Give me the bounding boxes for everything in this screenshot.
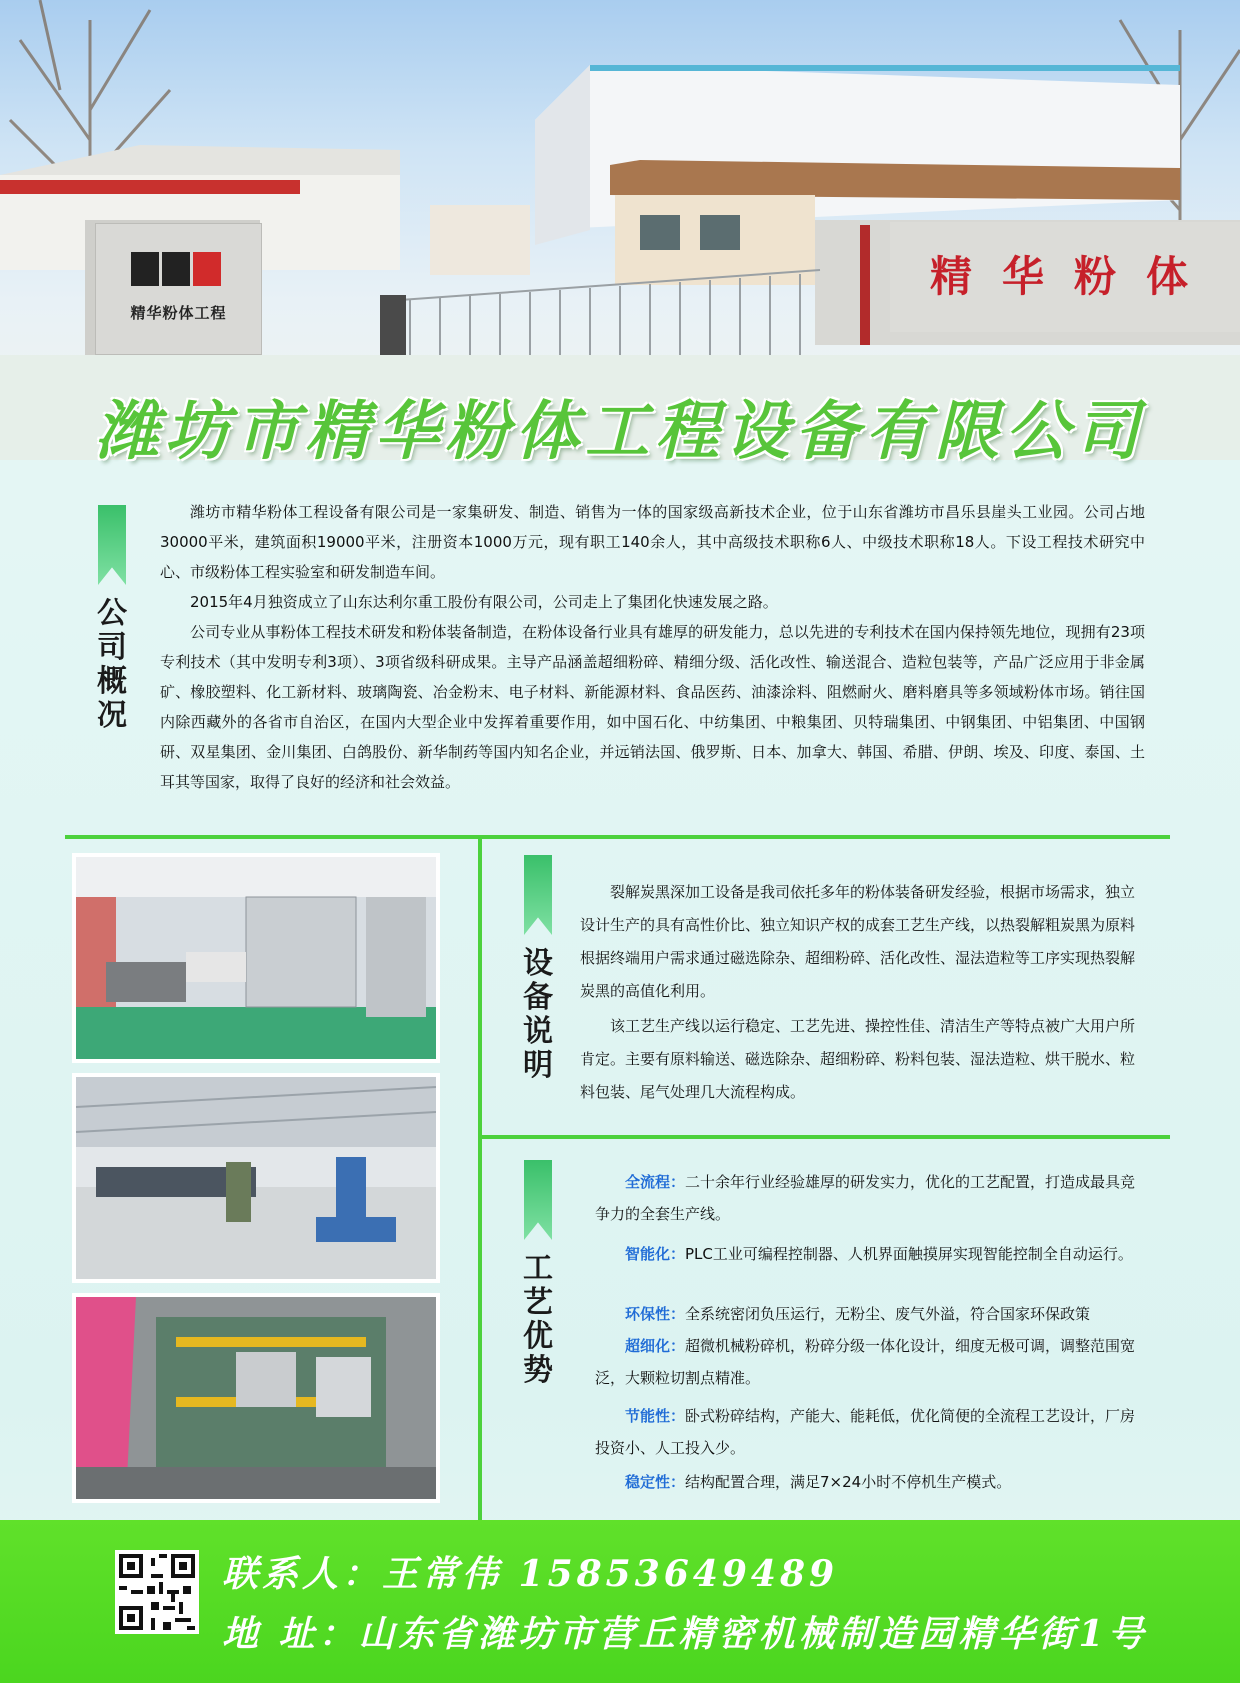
divider-top (65, 835, 1170, 839)
advantage-item (595, 1298, 1140, 1330)
advantage-text: 全系统密闭负压运行，无粉尘、废气外溢，符合国家环保政策 (685, 1305, 1091, 1323)
advantage-text: 超微机械粉碎机，粉碎分级一体化设计，细度无极可调，调整范围宽泛，大颗粒切割点精准。 (595, 1337, 1136, 1387)
company-title: 潍坊市精华粉体工程设备有限公司 (95, 394, 1145, 469)
workshop-photo-1 (72, 853, 440, 1063)
divider-middle (478, 1135, 1170, 1139)
ribbon-icon (98, 505, 126, 585)
advantage-item (595, 1166, 1140, 1230)
advantages-tag (518, 1160, 562, 1388)
ribbon-icon (524, 855, 552, 935)
advantage-item (595, 1330, 1140, 1394)
advantages-label: 工艺优势 (523, 1251, 553, 1388)
contact-person: 联系人：王常伟 15853649489 (222, 1553, 839, 1595)
equipment-tag (518, 855, 562, 1083)
advantage-label: 智能化： (625, 1245, 686, 1263)
contact-address: 地 址：山东省潍坊市营丘精密机械制造园精华街1号 (222, 1613, 1148, 1655)
advantage-text: 卧式粉碎结构，产能大、能耗低，优化简便的全流程工艺设计，厂房投资小、人工投入少。 (595, 1407, 1136, 1457)
wall-sign-text: 精华粉体 (930, 252, 1219, 301)
ribbon-icon (524, 1160, 552, 1240)
advantage-item (595, 1238, 1140, 1270)
advantage-label: 节能性： (625, 1407, 686, 1425)
qr-code-icon (115, 1550, 199, 1634)
contact-footer (0, 1520, 1240, 1683)
advantage-item (595, 1466, 1140, 1498)
overview-paragraph-2: 2015年4月独资成立了山东达利尔重工股份有限公司，公司走上了集团化快速发展之路。 (190, 593, 778, 611)
equipment-label: 设备说明 (523, 946, 553, 1083)
advantage-label: 环保性： (625, 1305, 686, 1323)
advantage-label: 超细化： (625, 1337, 686, 1355)
advantage-text: 二十余年行业经验雄厚的研发实力，优化的工艺配置，打造成最具竞争力的全套生产线。 (595, 1173, 1136, 1223)
company-logo (131, 252, 226, 286)
gate-sign (95, 223, 262, 355)
wall-sign (890, 222, 1240, 332)
advantage-item (595, 1400, 1140, 1464)
workshop-photo-3 (72, 1293, 440, 1503)
advantage-text: 结构配置合理，满足7×24小时不停机生产模式。 (685, 1473, 1012, 1491)
overview-label: 公司概况 (97, 596, 127, 733)
overview-tag (92, 505, 136, 733)
advantage-label: 稳定性： (625, 1473, 686, 1491)
equipment-paragraph-2: 该工艺生产线以运行稳定、工艺先进、操控性佳、清洁生产等特点被广大用户所肯定。主要有原料输送、磁选除杂、超细粉碎、粉料包装、湿法造粒、烘干脱水、粒料包装、尾气处理几大流程构成。 (580, 1017, 1136, 1101)
divider-vertical (478, 835, 482, 1520)
workshop-photo-2 (72, 1073, 440, 1283)
overview-paragraph-1: 潍坊市精华粉体工程设备有限公司是一家集研发、制造、销售为一体的国家级高新技术企业，位于山东省潍坊市昌乐县崖头工业园。公司占地30000平米，建筑面积19000平米，注册资本1000万元，现有职工140余人，其中高级技术职称6人、中级技术职称18人。下设工程技术研究中心、市级粉体工程实验室和研发制造车间。 (160, 503, 1145, 581)
equipment-paragraph-1: 裂解炭黑深加工设备是我司依托多年的粉体装备研发经验，根据市场需求，独立设计生产的具有高性价比、独立知识产权的成套工艺生产线，以热裂解粗炭黑为原料根据终端用户需求通过磁选除杂、超细粉碎、活化改性、湿法造粒等工序实现热裂解炭黑的高值化利用。 (580, 883, 1136, 1000)
overview-paragraph-3: 公司专业从事粉体工程技术研发和粉体装备制造，在粉体设备行业具有雄厚的研发能力，总以先进的专利技术在国内保持领先地位，现拥有23项专利技术（其中发明专利3项）、3项省级科研成果。主导产品涵盖超细粉碎、精细分级、活化改性、输送混合、造粒包装等，产品广泛应用于非金属矿、橡胶塑料、化工新材料、玻璃陶瓷、冶金粉末、电子材料、新能源材料、食品医药、油漆涂料、阻燃耐火、磨料磨具等多领域粉体市场。销往国内除西藏外的各省市自治区，在国内大型企业中发挥着重要作用，如中国石化、中纺集团、中粮集团、贝特瑞集团、中钢集团、中铝集团、中国钢研、双星集团、金川集团、白鸽股份、新华制药等国内知名企业，并远销法国、俄罗斯、日本、加拿大、韩国、希腊、伊朗、埃及、印度、泰国、土耳其等国家，取得了良好的经济和社会效益。 (160, 623, 1145, 791)
gate-sign-text: 精华粉体工程 (130, 304, 227, 322)
advantage-text: PLC工业可编程控制器、人机界面触摸屏实现智能控制全自动运行。 (685, 1245, 1133, 1263)
advantage-label: 全流程： (625, 1173, 686, 1191)
